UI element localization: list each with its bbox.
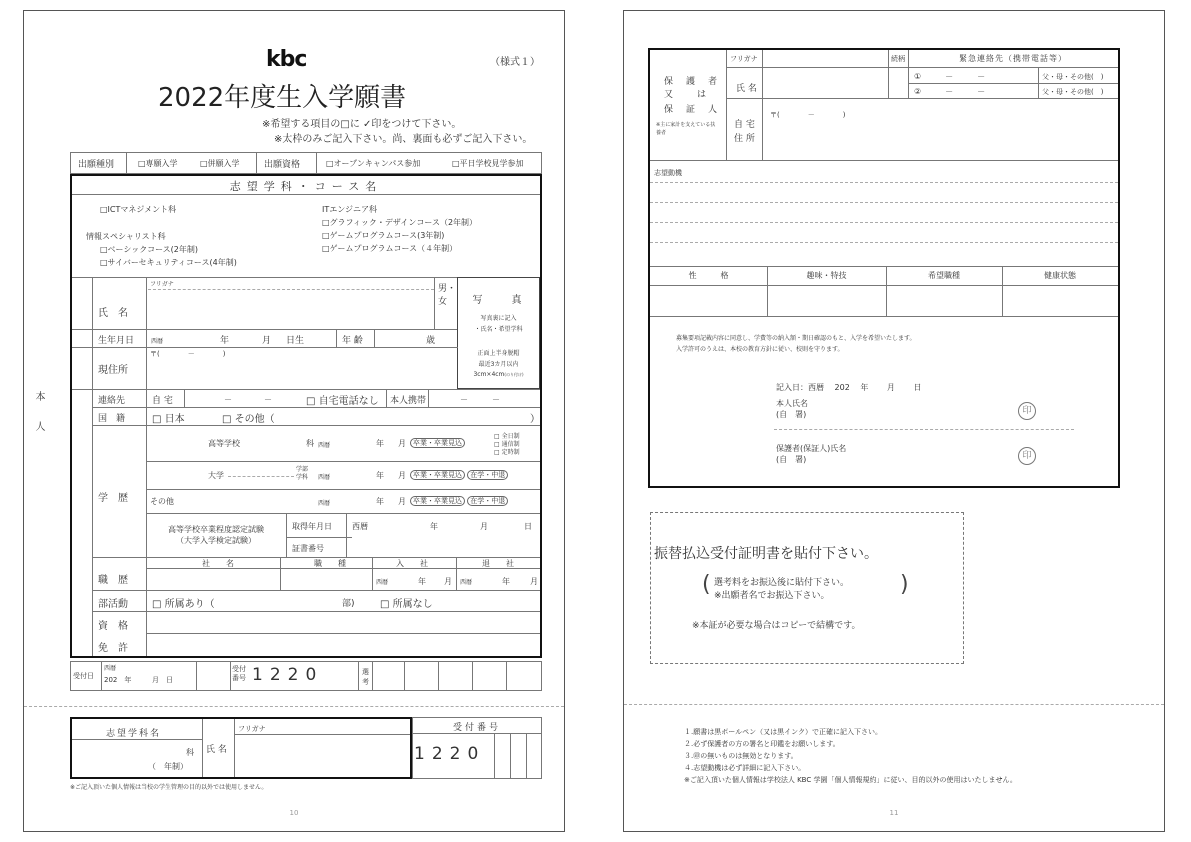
name-furigana-label: フリガナ (150, 281, 174, 288)
course-it-heading: ITエンジニア科 (322, 205, 378, 214)
edu-hs-era: 西暦 (318, 442, 331, 449)
address-zip[interactable]: 〒( － ) (150, 350, 226, 358)
exam-day: 日 (524, 522, 532, 531)
edu-other-month: 月 (398, 497, 406, 506)
pledge-line-2: 入学許可のうえは、本校の教育方針に従い、校則を守ります。 (676, 346, 844, 353)
exam-subtitle: （大学入学検定試験） (176, 536, 256, 545)
note-check: ※希望する項目の□に ✓印をつけて下さい。 (262, 119, 462, 130)
home-phone-label: 自 宅 (152, 396, 173, 406)
qualification-label-2: 資 格 (98, 621, 128, 632)
recv-month-day: 月 日 (152, 676, 173, 684)
career-leave-header: 退 社 (482, 559, 514, 568)
exam-month: 月 (480, 522, 488, 531)
apply-heigan-checkbox[interactable]: □併願入学 (200, 159, 240, 168)
career-leave-era: 西暦 (460, 579, 473, 586)
instruction-1: １.願書は黒ボールペン（又は黒インク）で正確に記入下さい。 (684, 728, 882, 736)
edu-univ-graduation[interactable]: 卒業・卒業見込 在学・中退 (410, 470, 508, 480)
left-page (23, 10, 565, 832)
stub-recv-label: 受付番号 (452, 723, 501, 733)
exam-year: 年 (430, 522, 438, 531)
course-game3-checkbox[interactable]: □ゲームプログラムコース(3年制) (322, 231, 445, 240)
career-join-era: 西暦 (376, 579, 389, 586)
edu-other-era: 西暦 (318, 500, 331, 507)
hs-parttime-checkbox[interactable]: □ 定時制 (494, 449, 520, 456)
stub-name-label: 氏 名 (206, 745, 227, 755)
club-label: 部活動 (98, 599, 128, 610)
edu-other-graduation[interactable]: 卒業・卒業見込 在学・中退 (410, 496, 508, 506)
photo-note-3: 正面上半身脱帽 (477, 350, 520, 357)
stub-course-label: 志望学科名 (106, 729, 162, 739)
dob-day: 日生 (286, 336, 305, 346)
career-join-year: 年 (418, 577, 426, 586)
edu-other-year: 年 (376, 497, 384, 506)
instruction-4: ４.志望動機は必ず詳細に記入下さい。 (684, 764, 806, 772)
guardian-label-3: 保 証 人 (664, 105, 720, 115)
nationality-label: 国 籍 (98, 414, 126, 424)
self-name-label: 本人氏名 (776, 399, 808, 408)
photo-note-4: 最近3カ月以内 (478, 361, 519, 368)
emergency-phone-1[interactable]: ① － － (914, 72, 986, 81)
emergency-relation-1[interactable]: 父・母・その他( ) (1042, 73, 1104, 81)
mobile-field[interactable]: － － (460, 395, 500, 404)
guardian-full-name-label: 保護者(保証人)氏名 (776, 444, 847, 453)
guardian-zip[interactable]: 〒( － ) (770, 111, 846, 119)
form-number: （様式１） (490, 57, 540, 68)
recv-date-label: 受付日 (73, 672, 94, 680)
personality-header: 性 格 (688, 271, 729, 280)
career-company-header: 社 名 (202, 559, 234, 568)
dob-era: 西暦 (151, 338, 164, 345)
career-job-header: 職 種 (314, 559, 346, 568)
guardian-label-2: 又 は (664, 90, 709, 100)
course-cyber-checkbox[interactable]: □サイバーセキュリティコース(4年制) (100, 258, 237, 267)
recv-no-label: 受付番号 (232, 665, 246, 682)
page-number-left: 10 (289, 809, 299, 817)
qualification-label: 出願資格 (264, 160, 301, 170)
edu-other: その他 (150, 497, 174, 506)
transfer-paren-open: ( (702, 572, 711, 597)
weekday-visit-checkbox[interactable]: □平日学校見学参加 (452, 159, 524, 168)
apply-type-label: 出願種別 (78, 160, 115, 170)
course-ict-checkbox[interactable]: □ICTマネジメント科 (100, 205, 177, 214)
transfer-paren-close: ) (900, 572, 909, 597)
hs-correspondence-checkbox[interactable]: □ 通信制 (494, 441, 520, 448)
hs-fulltime-checkbox[interactable]: □ 全日制 (494, 433, 520, 440)
exam-date-label: 取得年月日 (292, 522, 332, 531)
health-header: 健康状態 (1044, 271, 1076, 280)
relation-label: 続柄 (891, 55, 905, 63)
motive-label: 志望動機 (654, 169, 682, 177)
job-wish-header: 希望職種 (928, 271, 960, 280)
club-bu: 部) (342, 599, 355, 609)
guardian-name-label: 氏 名 (736, 84, 757, 94)
stub-recv-number: 1220 (414, 744, 486, 764)
edu-univ-month: 月 (398, 471, 406, 480)
guardian-sign-label: (自 署) (776, 455, 807, 464)
edu-univ-era: 西暦 (318, 474, 331, 481)
emergency-label: 緊急連絡先（携帯電話等） (959, 54, 1067, 63)
exam-title: 高等学校卒業程度認定試験 (168, 525, 264, 534)
transfer-title: 振替払込受付証明書を貼付下さい。 (654, 546, 878, 562)
selection-label: 選考 (362, 668, 369, 686)
photo-title: 写 真 (472, 295, 525, 306)
entry-date[interactable]: 記入日：西暦 202 年 月 日 (776, 383, 922, 392)
club-no-checkbox[interactable]: □ 所属なし (380, 599, 433, 610)
dob-month: 月 (262, 336, 272, 346)
transfer-note-3: ※本証が必要な場合はコピーで結構です。 (692, 621, 861, 631)
no-home-phone-checkbox[interactable]: □ 自宅電話なし (306, 396, 379, 407)
apply-senkan-checkbox[interactable]: □専願入学 (138, 159, 178, 168)
emergency-phone-2[interactable]: ② － － (914, 87, 986, 96)
kbc-logo: kbc (266, 47, 307, 72)
name-label: 氏 名 (98, 308, 128, 319)
edu-hs-graduation[interactable]: 卒業・卒業見込 (410, 438, 465, 448)
right-page (623, 10, 1165, 832)
course-info-heading: 情報スペシャリスト科 (86, 232, 166, 241)
course-graphic-checkbox[interactable]: □グラフィック・デザインコース（2年制） (322, 218, 478, 227)
club-yes-checkbox[interactable]: □ 所属あり（ (152, 599, 215, 610)
age-unit: 歳 (426, 336, 436, 346)
form-title: 2022年度生入学願書 (158, 83, 407, 113)
edu-university: 大学 (208, 471, 224, 480)
transfer-note-2: ※出願者名でお振込下さい。 (714, 591, 830, 601)
instruction-2: ２.必ず保護者の方の署名と印鑑をお願いします。 (684, 740, 840, 748)
career-join-header: 入 社 (396, 559, 428, 568)
edu-hs-month: 月 (398, 439, 406, 448)
hobby-header: 趣味・特技 (806, 271, 847, 280)
recv-year: 202 年 (104, 676, 132, 684)
edu-faculty: 学部学科 (296, 466, 309, 481)
photo-note-1: 写真裏に記入 (480, 315, 517, 322)
course-basic-checkbox[interactable]: □ベーシックコース(2年制) (100, 245, 199, 254)
nationality-japan-checkbox[interactable]: □ 日本 (152, 414, 185, 425)
applicant-side-label: 本 人 (33, 391, 44, 431)
edu-hs-ka: 科 (306, 439, 314, 448)
career-leave-year: 年 (502, 577, 510, 586)
career-leave-month: 月 (530, 577, 538, 586)
guardian-furigana-label: フリガナ (730, 55, 758, 63)
guardian-seal-icon: 印 (1018, 447, 1036, 465)
nationality-close: ） (530, 414, 540, 425)
nationality-other-checkbox[interactable]: □ その他（ (222, 414, 275, 425)
home-address-label: 自 宅 住 所 (734, 120, 755, 144)
self-sign-label: (自 署) (776, 410, 807, 419)
stub-ka: 科 (186, 748, 194, 757)
guardian-label-1: 保 護 者 (664, 77, 720, 87)
cert-number-label: 証書番号 (292, 544, 324, 553)
course-game4-checkbox[interactable]: □ゲームプログラムコース（４年制） (322, 244, 458, 253)
transfer-note-1: 選考料をお振込後に貼付下さい。 (714, 578, 850, 588)
course-header: 志望学科・コース名 (229, 180, 383, 193)
dob-year: 年 (220, 336, 230, 346)
open-campus-checkbox[interactable]: □オープンキャンパス参加 (326, 159, 421, 168)
sex-selector[interactable]: 男・女 (438, 284, 457, 307)
career-label: 職 歴 (98, 575, 128, 586)
privacy-note: ※ご記入頂いた個人情報は当校の学生管理の目的以外では使用しません。 (70, 784, 268, 791)
stub-years: （ 年制） (148, 762, 188, 771)
instruction-privacy: ※ご記入頂いた個人情報は学校法人 KBC 学園「個人情報規約」に従い、目的以外の使用はいたしません。 (684, 776, 1017, 784)
exam-era: 西暦 (352, 522, 368, 531)
stub-furigana-label: フリガナ (238, 725, 266, 733)
emergency-relation-2[interactable]: 父・母・その他( ) (1042, 88, 1104, 96)
guardian-note: ※主に家計を支えている扶養者 (656, 122, 716, 136)
career-join-month: 月 (444, 577, 452, 586)
photo-size: 3cm×4cm(のり付け) (473, 371, 524, 378)
edu-univ-year: 年 (376, 471, 384, 480)
instruction-3: ３.㊞の無いものは無効となります。 (684, 752, 798, 760)
recv-number: 1220 (252, 665, 324, 685)
page-number-right: 11 (889, 809, 899, 817)
self-seal-icon: 印 (1018, 402, 1036, 420)
address-label: 現住所 (98, 365, 128, 376)
dob-label: 生年月日 (98, 336, 135, 346)
home-phone-field[interactable]: － － (224, 395, 272, 404)
contact-label: 連絡先 (98, 396, 126, 406)
recv-era: 西暦 (104, 665, 117, 672)
education-label: 学 歴 (98, 493, 128, 504)
photo-note-2: ・氏名・希望学科 (474, 326, 523, 333)
pledge-line-1: 募集要項記載内容に同意し、学費等の納入額・期日確認のもと、入学を希望いたします。 (676, 335, 916, 342)
age-label: 年 齢 (342, 336, 363, 346)
license-label: 免 許 (98, 643, 128, 654)
mobile-label: 本人携帯 (390, 396, 427, 406)
edu-highschool: 高等学校 (208, 439, 240, 448)
edu-hs-year: 年 (376, 439, 384, 448)
note-fill: ※太枠のみご記入下さい。尚、裏面も必ずご記入下さい。 (274, 134, 533, 145)
